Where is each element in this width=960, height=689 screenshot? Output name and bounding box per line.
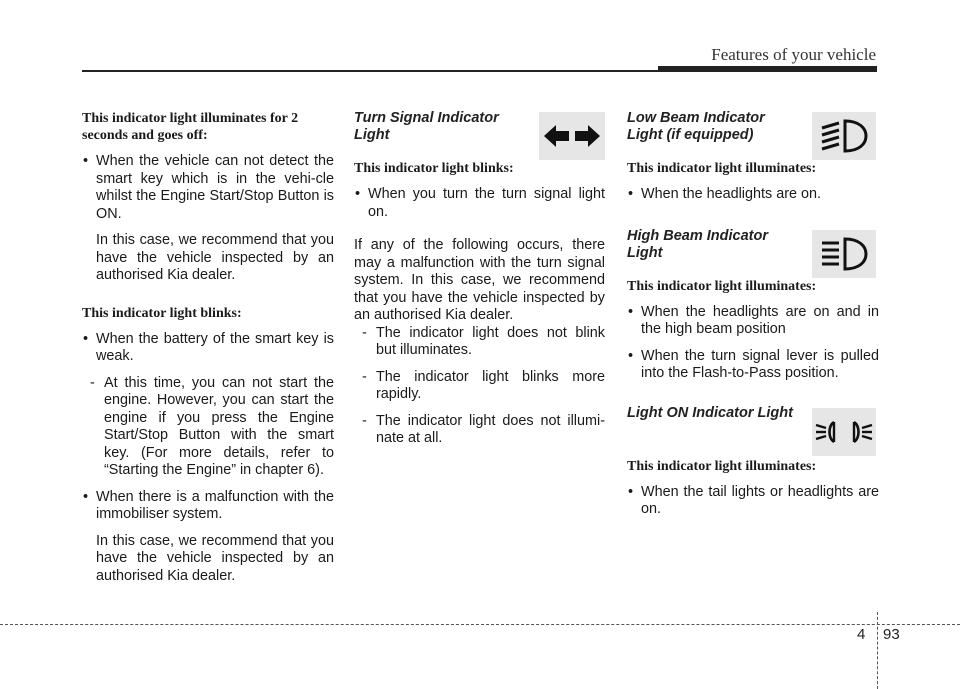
dash-item: - At this time, you can not start the engine. However, you can start the engine if you press the Engine Start/Stop Button with the smart key. (For more details, refer to “Starting the Engine” in chapter 6).	[82, 375, 334, 480]
header-title: Features of your vehicle	[711, 45, 876, 64]
column-beam-indicators	[627, 110, 879, 519]
tail-light-icon	[812, 408, 876, 456]
sub-heading: This indicator light illuminates:	[627, 458, 817, 474]
bullet-item: • When the tail lights or headlights are on.	[627, 484, 879, 519]
page-number: 93	[883, 626, 900, 643]
heading-line: Turn Signal Indicator	[354, 110, 499, 126]
dash-item: - The indicator light blinks more rapidly.	[354, 369, 605, 404]
note-text: In this case, we recommend that you have the vehicle inspected by an authorised Kia dealer.	[96, 532, 334, 584]
chapter-number: 4	[857, 626, 866, 643]
heading-line: Light	[354, 127, 390, 143]
heading-line: Light	[627, 244, 663, 261]
sub-heading: This indicator light blinks:	[354, 161, 514, 176]
intro-heading: This indicator light illuminates for 2 seconds and goes off:	[82, 111, 299, 143]
note-text: In this case, we recommend that you have the vehicle inspected by an authorised Kia dealer.	[96, 232, 334, 283]
sub-heading: This indicator light illuminates:	[627, 161, 817, 176]
high-beam-headlight-icon	[812, 230, 876, 278]
bullet-item: • When there is a malfunction with the immobiliser system.	[82, 489, 334, 524]
header-rule-accent	[658, 66, 877, 72]
bullet-item: • When the vehicle can not detect the smart key which is in the vehi-cle whilst the Engine Start/Stop Button is ON.	[82, 153, 334, 223]
blink-heading: This indicator light blinks:	[82, 305, 242, 321]
bullet-item: • When the headlights are on and in the high beam position	[627, 304, 879, 339]
bullet-item: • When the turn signal lever is pulled into the Flash-to-Pass position.	[627, 348, 879, 383]
dash-item: - The indicator light does not blink but illuminates.	[354, 325, 605, 360]
bullet-item: • When the headlights are on.	[627, 186, 879, 204]
column-smart-key	[82, 110, 334, 585]
body-paragraph: If any of the following occurs, there may a malfunction with the turn signal system. In this case, we recommend that you have the vehicle inspected by an authorised Kia dealer.	[354, 237, 605, 323]
bullet-item: • When you turn the turn signal light on.	[354, 186, 605, 221]
bullet-item: • When the battery of the smart key is weak.	[82, 331, 334, 366]
heading-line: Low Beam Indicator	[627, 110, 765, 126]
dash-item: - The indicator light does not illumi-nate at all.	[354, 413, 605, 448]
section-heading: Light ON Indicator Light	[627, 404, 793, 421]
footer-vertical-divider	[877, 612, 878, 689]
heading-line: High Beam Indicator	[627, 227, 768, 244]
column-turn-signal	[354, 110, 605, 448]
footer-divider	[0, 624, 960, 625]
turn-signal-arrows-icon	[539, 112, 605, 160]
low-beam-headlight-icon	[812, 112, 876, 160]
sub-heading: This indicator light illuminates:	[627, 278, 817, 294]
heading-line: Light (if equipped)	[627, 127, 754, 143]
